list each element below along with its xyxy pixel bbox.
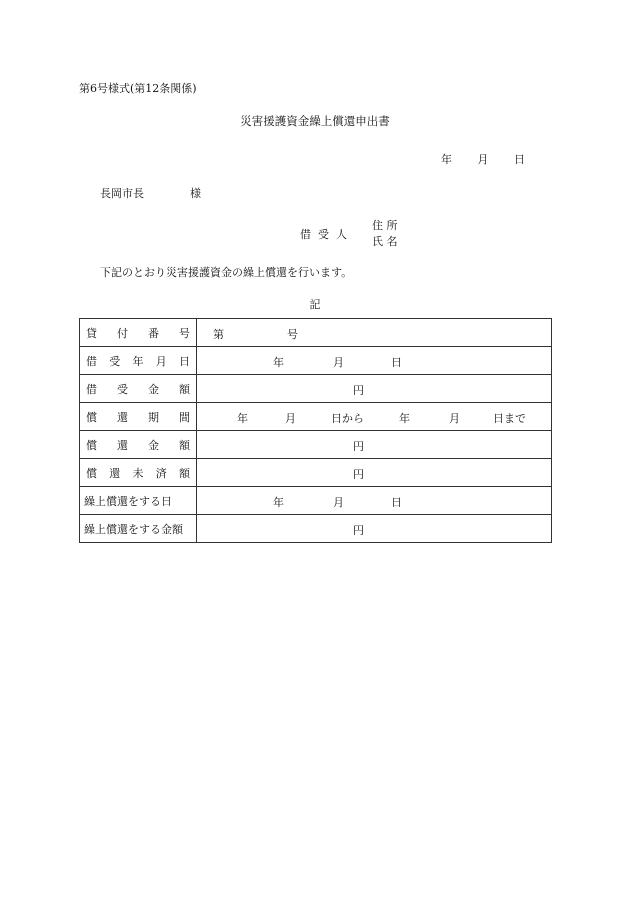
label-char: 借 xyxy=(86,354,97,368)
row-value-cell[interactable] xyxy=(197,375,552,403)
early-repayment-amount-label: 繰上償還をする金額 xyxy=(84,522,183,536)
addressee-honorific: 様 xyxy=(190,187,201,200)
row-value-cell[interactable] xyxy=(197,403,552,431)
row-value-cell[interactable] xyxy=(197,459,552,487)
table-row xyxy=(80,487,552,515)
early-repayment-amount-yen: 円 xyxy=(353,524,364,537)
label-char: 金 xyxy=(148,382,159,396)
label-char: 借 xyxy=(86,382,97,396)
table-row xyxy=(80,431,552,459)
label-char: 額 xyxy=(179,438,190,452)
borrow-amount-yen: 円 xyxy=(353,384,364,397)
period-start-year: 年 xyxy=(237,412,248,425)
label-char: 番 xyxy=(148,326,159,340)
early-repayment-day: 日 xyxy=(391,496,402,509)
row-label-cell xyxy=(80,515,197,543)
ki-heading: 記 xyxy=(309,298,321,311)
label-char: 期 xyxy=(148,410,159,424)
label-char: 年 xyxy=(132,354,144,368)
application-table xyxy=(79,318,552,543)
label-char: 済 xyxy=(155,466,167,480)
label-char: 付 xyxy=(117,326,128,340)
address-label: 住 所 xyxy=(372,219,398,232)
row-label-cell xyxy=(80,347,197,375)
borrow-date-month: 月 xyxy=(333,356,344,369)
label-char: 間 xyxy=(179,410,190,424)
name-label: 氏 名 xyxy=(372,235,398,248)
row-label-cell xyxy=(80,375,197,403)
label-char: 償 xyxy=(86,438,97,452)
body-text: 下記のとおり災害援護資金の繰上償還を行います。 xyxy=(100,266,353,279)
borrower-label: 借受人 xyxy=(300,228,354,241)
table-row xyxy=(80,347,552,375)
period-start-month: 月 xyxy=(285,412,296,425)
row-label-cell xyxy=(80,487,197,515)
loan-number-label xyxy=(80,325,196,341)
borrow-date-day: 日 xyxy=(391,356,402,369)
table-row xyxy=(80,403,552,431)
addressee xyxy=(100,185,201,201)
label-char: 号 xyxy=(179,326,190,340)
repayment-amount-yen: 円 xyxy=(353,440,364,453)
borrow-date-label xyxy=(80,353,196,369)
period-end-month: 月 xyxy=(449,412,460,425)
label-char: 貸 xyxy=(86,326,97,340)
table-row xyxy=(80,375,552,403)
label-char: 還 xyxy=(117,438,128,452)
unpaid-balance-yen: 円 xyxy=(353,468,364,481)
date-year-label: 年 xyxy=(441,153,452,166)
document-title: 災害援護資金繰上償還申出書 xyxy=(240,114,390,128)
form-number: 第6号様式(第12条関係) xyxy=(79,82,197,95)
unpaid-balance-label xyxy=(80,465,196,481)
label-char: 月 xyxy=(155,354,167,368)
date-day-label: 日 xyxy=(514,153,525,166)
row-label-cell xyxy=(80,319,197,347)
label-char: 日 xyxy=(179,354,190,368)
row-value-cell[interactable] xyxy=(197,347,552,375)
period-start-day: 日から xyxy=(331,412,364,425)
label-char: 額 xyxy=(179,382,190,396)
row-label-cell xyxy=(80,431,197,459)
early-repayment-date-label: 繰上償還をする日 xyxy=(84,494,172,508)
row-value-cell[interactable] xyxy=(197,431,552,459)
row-label-cell xyxy=(80,403,197,431)
label-char: 還 xyxy=(117,410,128,424)
label-char: 還 xyxy=(109,466,121,480)
loan-number-prefix: 第 xyxy=(213,328,224,341)
period-end-day: 日まで xyxy=(493,412,526,425)
early-repayment-month: 月 xyxy=(333,496,344,509)
row-value-cell[interactable] xyxy=(197,487,552,515)
early-repayment-year: 年 xyxy=(273,496,284,509)
borrow-date-year: 年 xyxy=(273,356,284,369)
label-char: 金 xyxy=(148,438,159,452)
label-char: 未 xyxy=(132,466,144,480)
row-label-cell xyxy=(80,459,197,487)
row-value-cell[interactable] xyxy=(197,319,552,347)
label-char: 額 xyxy=(179,466,190,480)
row-value-cell[interactable] xyxy=(197,515,552,543)
repayment-period-label xyxy=(80,409,196,425)
label-char: 受 xyxy=(109,354,121,368)
borrow-amount-label xyxy=(80,381,196,397)
addressee-name: 長岡市長 xyxy=(100,187,144,200)
date-month-label: 月 xyxy=(477,153,489,166)
label-char: 償 xyxy=(86,466,97,480)
label-char: 受 xyxy=(117,382,128,396)
period-end-year: 年 xyxy=(399,412,410,425)
label-char: 償 xyxy=(86,410,97,424)
date-line xyxy=(441,151,525,167)
loan-number-suffix: 号 xyxy=(287,328,298,341)
table-row xyxy=(80,319,552,347)
table-row xyxy=(80,459,552,487)
repayment-amount-label xyxy=(80,437,196,453)
table-row xyxy=(80,515,552,543)
